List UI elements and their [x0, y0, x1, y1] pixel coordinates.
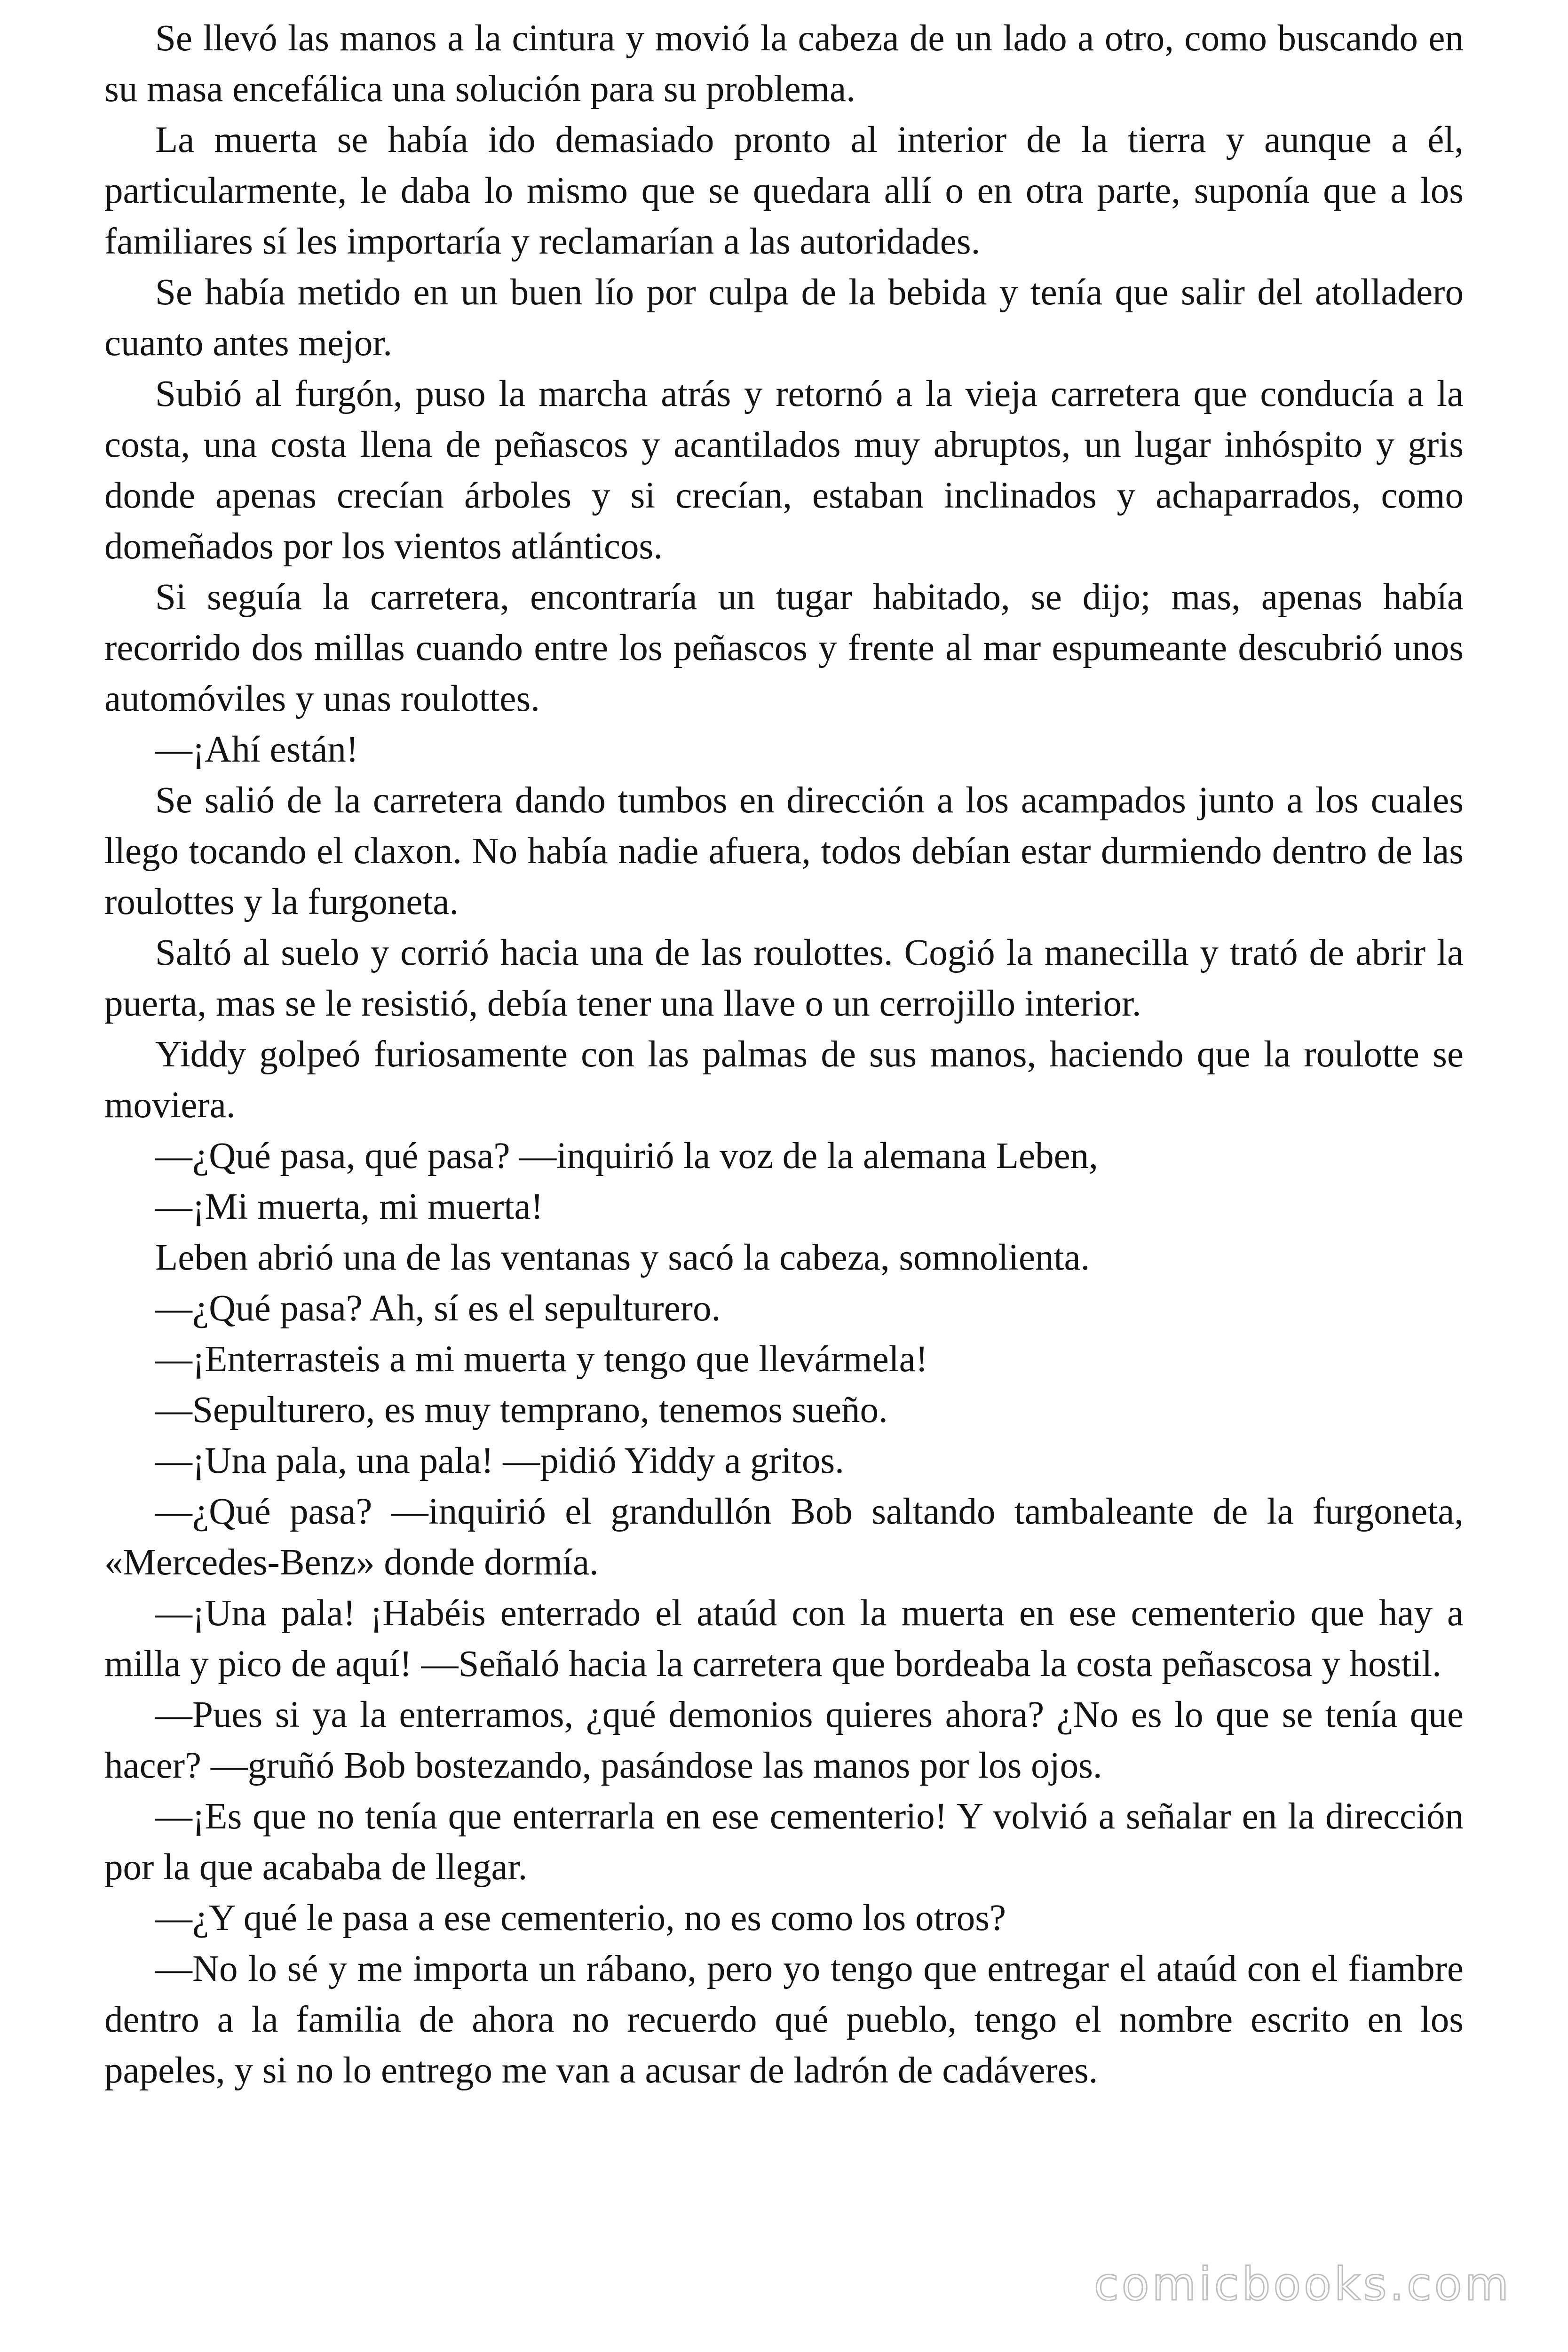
paragraph: Yiddy golpeó furiosamente con las palmas de sus manos, haciendo que la roulotte se moviera. — [104, 1034, 1464, 1126]
paragraph: —¿Qué pasa? Ah, sí es el sepulturero. — [155, 1288, 721, 1329]
paragraph: —¿Qué pasa, qué pasa? —inquirió la voz de la alemana Leben, — [155, 1136, 1098, 1176]
paragraph: Se llevó las manos a la cintura y movió la cabeza de un lado a otro, como buscando en su masa encefálica una solución para su problema. — [104, 18, 1464, 110]
paragraph: Saltó al suelo y corrió hacia una de las roulottes. Cogió la manecilla y trató de abrir la puerta, mas se le resistió, debía tener una llave o un cerrojillo interior. — [104, 932, 1464, 1024]
paragraph: —¿Qué pasa? —inquirió el grandullón Bob saltando tambaleante de la furgoneta, «Mercedes-Benz» donde dormía. — [104, 1491, 1464, 1583]
paragraph: Subió al furgón, puso la marcha atrás y retornó a la vieja carretera que conducía a la costa, una costa llena de peñascos y acantilados muy abruptos, un lugar inhóspito y gris donde apenas crecían árboles y si crecían, estaban inclinados y achaparrados, como domeñados por los vientos atlánticos. — [104, 373, 1464, 567]
page-body — [104, 13, 1464, 2096]
paragraph: —Sepulturero, es muy temprano, tenemos sueño. — [155, 1390, 888, 1430]
paragraph: —¡Una pala! ¡Habéis enterrado el ataúd con la muerta en ese cementerio que hay a milla y pico de aquí! —Señaló hacia la carretera que bordeaba la costa peñascosa y hostil. — [104, 1593, 1464, 1685]
paragraph: —¡Enterrasteis a mi muerta y tengo que llevármela! — [155, 1339, 928, 1380]
paragraph: —¡Es que no tenía que enterrarla en ese cementerio! Y volvió a señalar en la dirección por la que acababa de llegar. — [104, 1796, 1464, 1888]
paragraph: Leben abrió una de las ventanas y sacó la cabeza, somnolienta. — [155, 1237, 1090, 1278]
paragraph: —¡Ahí están! — [155, 729, 359, 770]
paragraph: —¿Y qué le pasa a ese cementerio, no es como los otros? — [155, 1898, 1006, 1939]
paragraph: La muerta se había ido demasiado pronto al interior de la tierra y aunque a él, particularmente, le daba lo mismo que se quedara allí o en otra parte, suponía que a los familiares sí les importaría y reclamarían a las autoridades. — [104, 119, 1464, 262]
paragraph: Se había metido en un buen lío por culpa de la bebida y tenía que salir del atolladero cuanto antes mejor. — [104, 272, 1464, 364]
paragraph: Se salió de la carretera dando tumbos en dirección a los acampados junto a los cuales llego tocando el claxon. No había nadie afuera, todos debían estar durmiendo dentro de las roulottes y la furgoneta. — [104, 780, 1464, 922]
paragraph: Si seguía la carretera, encontraría un tugar habitado, se dijo; mas, apenas había recorrido dos millas cuando entre los peñascos y frente al mar espumeante descubrió unos automóviles y unas roulottes. — [104, 577, 1464, 719]
paragraph: —¡Mi muerta, mi muerta! — [155, 1186, 543, 1227]
paragraph: —No lo sé y me importa un rábano, pero yo tengo que entregar el ataúd con el fiambre dentro a la familia de ahora no recuerdo qué pueblo, tengo el nombre escrito en los papeles, y si no lo entrego me van a acusar de ladrón de cadáveres. — [104, 1948, 1464, 2091]
paragraph: —¡Una pala, una pala! —pidió Yiddy a gritos. — [155, 1440, 844, 1481]
paragraph: —Pues si ya la enterramos, ¿qué demonios quieres ahora? ¿No es lo que se tenía que hacer? —gruñó Bob bostezando, pasándose las manos por los ojos. — [104, 1694, 1464, 1786]
watermark-text: comicbooks.com — [1093, 2258, 1512, 2311]
